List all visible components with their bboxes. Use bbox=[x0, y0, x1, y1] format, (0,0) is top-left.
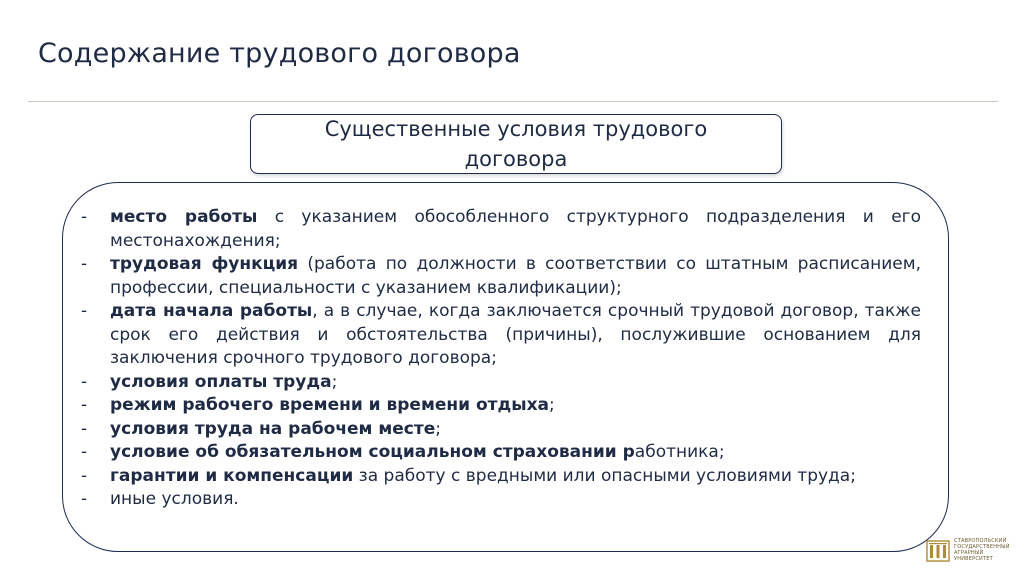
university-logo bbox=[926, 534, 1018, 566]
list-item-text bbox=[110, 300, 921, 371]
list-item-rest: за работу с вредными или опасными условиями труда; bbox=[353, 465, 856, 486]
list-item-bold: условие об обязательном социальном страховании р bbox=[110, 442, 635, 462]
list-item-text bbox=[110, 206, 921, 253]
list-item-text bbox=[110, 418, 921, 442]
list-dash: - bbox=[81, 395, 88, 415]
list-dash: - bbox=[81, 301, 88, 321]
title-divider bbox=[28, 101, 998, 102]
list-item-bold: трудовая функция bbox=[110, 254, 299, 274]
list-item-bold: дата начала работы bbox=[110, 301, 313, 321]
heading-text: Существенные условия трудового договора bbox=[324, 117, 708, 171]
list-item-text bbox=[110, 371, 921, 395]
list-item bbox=[81, 371, 921, 395]
logo-text bbox=[954, 538, 1018, 562]
list-item-text bbox=[110, 488, 921, 512]
list-dash: - bbox=[81, 442, 88, 462]
list-item bbox=[81, 206, 921, 253]
list-item bbox=[81, 418, 921, 442]
list-item-rest: , а в случае, когда заключается срочный трудовой договор, также срок его действия и обстоятельства (причины), послужившие основанием для заключения срочного трудового договора; bbox=[110, 301, 921, 368]
list-dash: - bbox=[81, 254, 88, 274]
list-item-bold: условия труда на рабочем месте bbox=[110, 418, 436, 439]
list-item bbox=[81, 253, 921, 300]
list-item bbox=[81, 465, 921, 489]
heading-box bbox=[250, 114, 782, 174]
list-item-text bbox=[110, 465, 921, 489]
list-item-rest: иные условия. bbox=[110, 489, 239, 509]
list-item-text bbox=[110, 253, 921, 300]
list-item-text bbox=[110, 441, 921, 465]
list-item-rest: с указанием обособленного структурного подразделения и его местонахождения; bbox=[110, 207, 921, 251]
list-item-bold: место работы bbox=[110, 207, 258, 227]
list-item bbox=[81, 441, 921, 465]
logo-line: АГРАРНЫЙ УНИВЕРСИТЕТ bbox=[954, 550, 993, 562]
conditions-list bbox=[81, 206, 921, 512]
list-item bbox=[81, 300, 921, 371]
list-dash: - bbox=[81, 418, 88, 439]
list-item-bold: режим рабочего времени и времени отдыха bbox=[110, 395, 550, 415]
logo-line: ГОСУДАРСТВЕННЫЙ bbox=[954, 544, 1010, 550]
list-item-bold: условия оплаты труда bbox=[110, 371, 332, 392]
list-item-rest: (работа по должности в соответствии со штатным расписанием, профессии, специальности с указанием квалификации); bbox=[110, 254, 921, 298]
list-item-rest: аботника; bbox=[634, 442, 725, 462]
list-dash: - bbox=[81, 489, 88, 509]
list-item-text bbox=[110, 394, 921, 418]
list-dash: - bbox=[81, 465, 88, 486]
university-building-icon bbox=[926, 538, 950, 562]
list-item-rest: ; bbox=[435, 418, 441, 439]
list-item-rest: ; bbox=[331, 371, 338, 392]
logo-line: СТАВРОПОЛЬСКИЙ bbox=[954, 538, 1007, 544]
list-item bbox=[81, 488, 921, 512]
slide-title: Содержание трудового договора bbox=[38, 38, 521, 69]
list-item bbox=[81, 394, 921, 418]
list-dash: - bbox=[81, 207, 88, 227]
list-item-rest: ; bbox=[549, 395, 555, 415]
list-dash: - bbox=[81, 371, 88, 392]
list-item-bold: гарантии и компенсации bbox=[110, 465, 354, 486]
